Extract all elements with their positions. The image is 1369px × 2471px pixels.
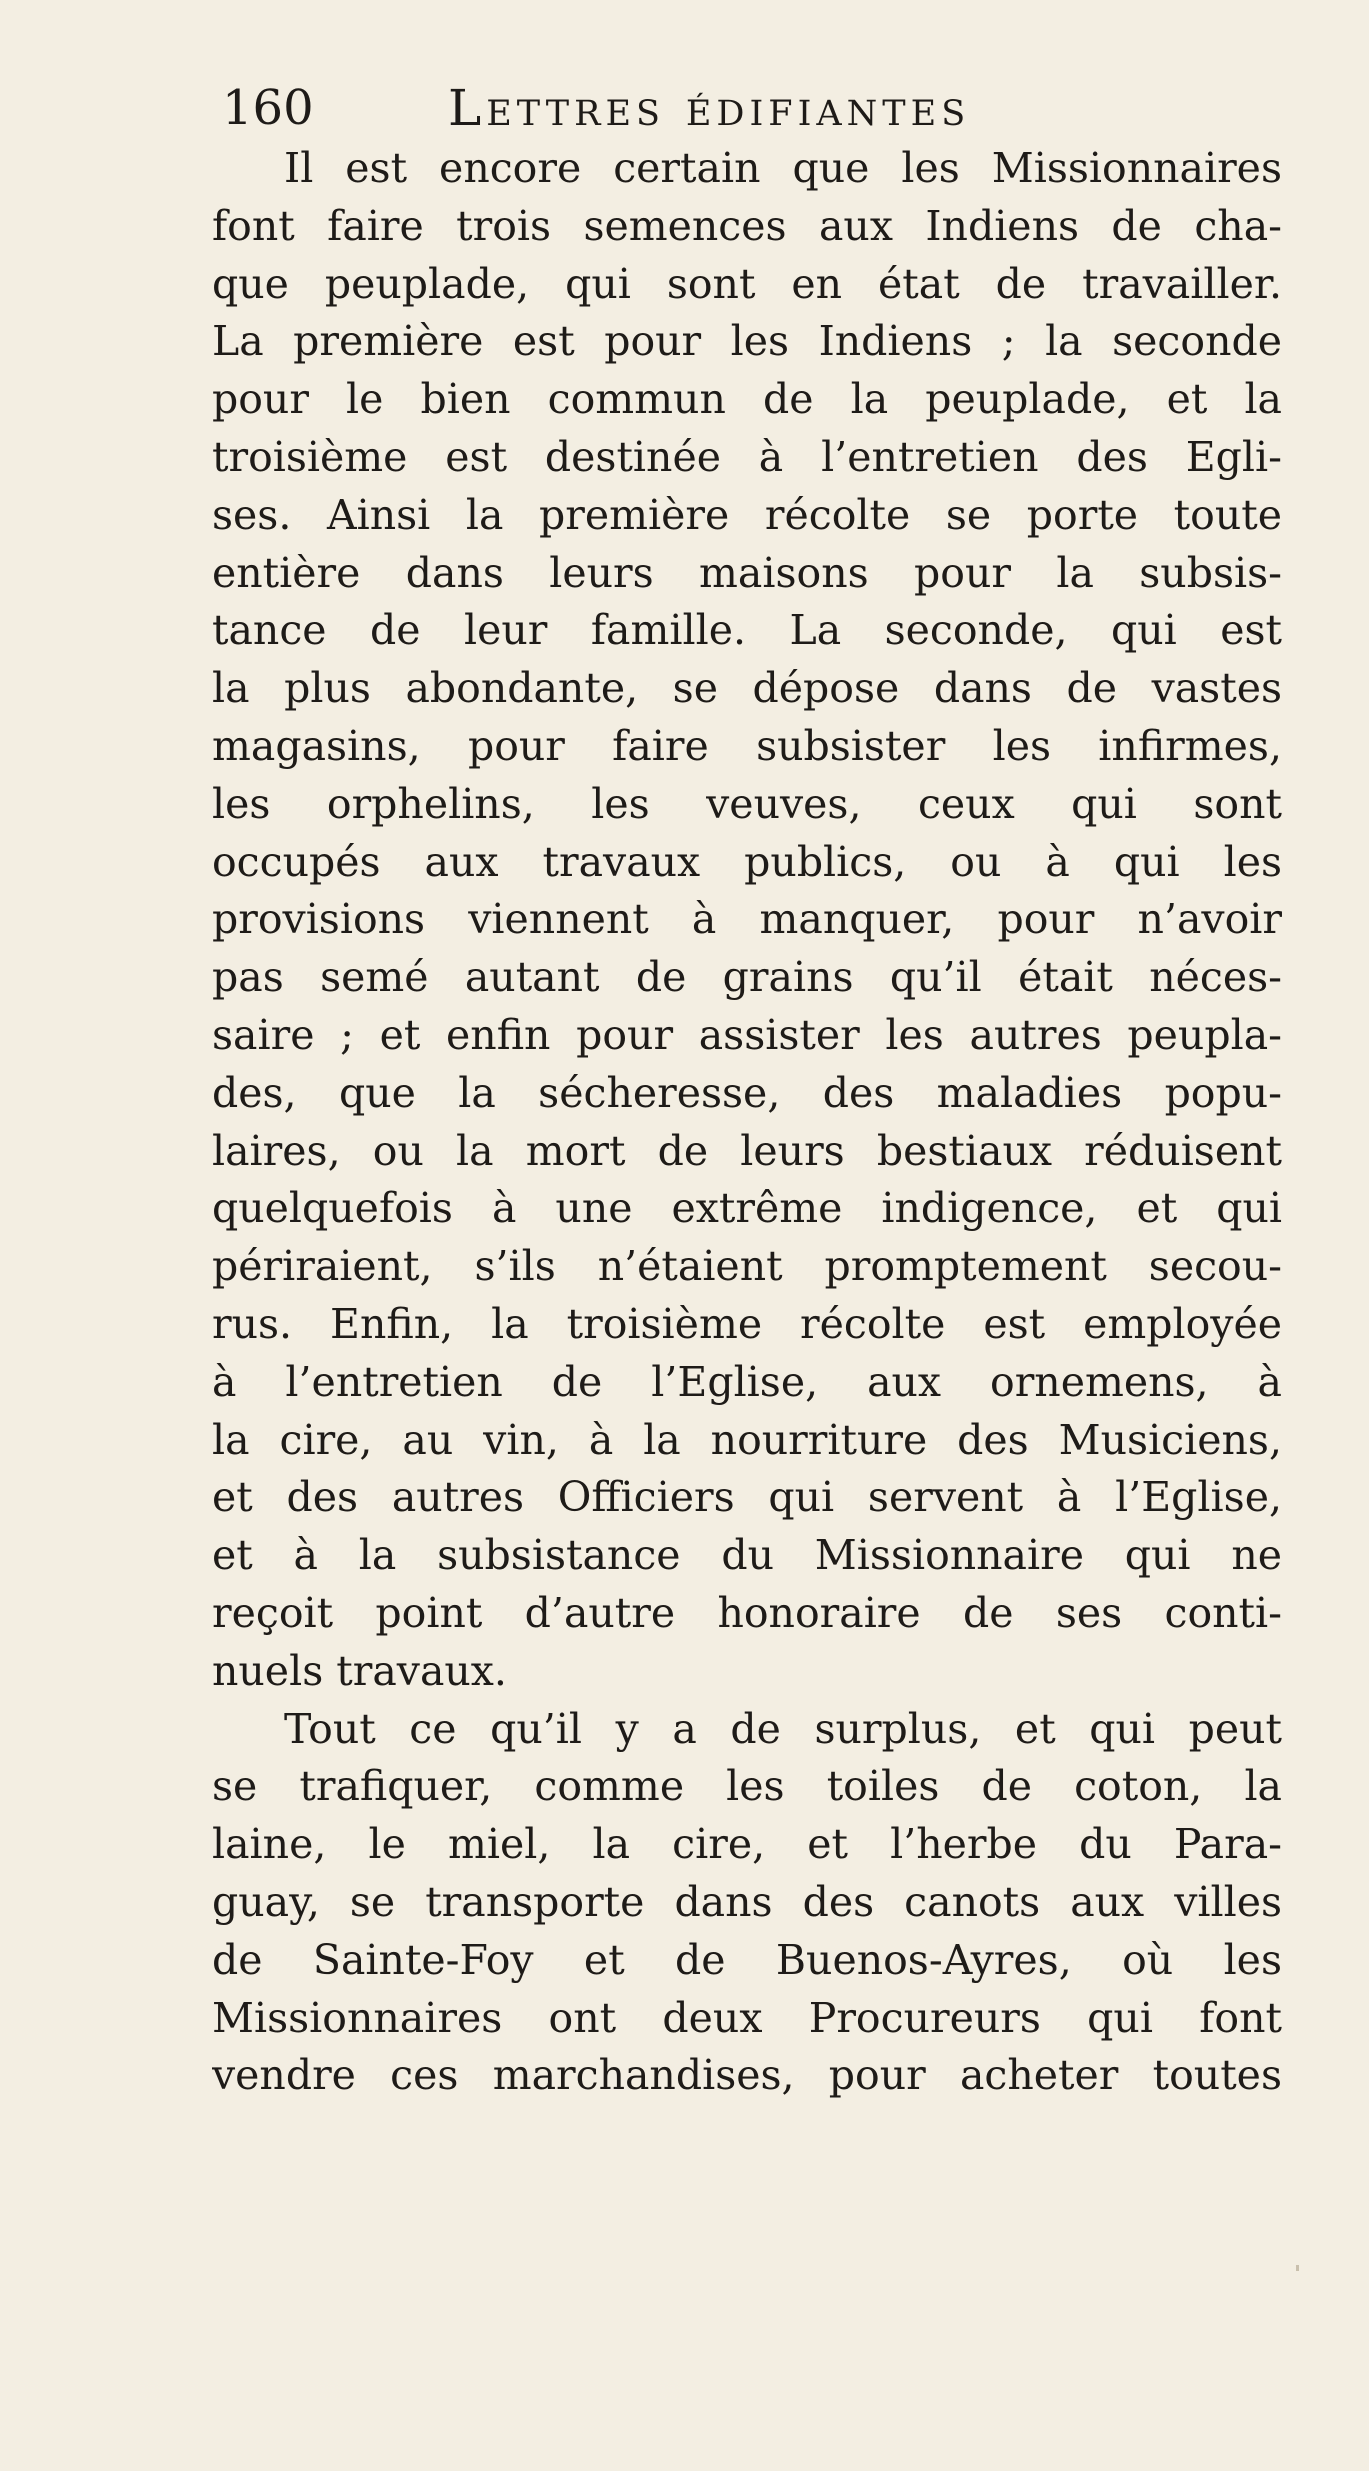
text-line: et des autres Officiers qui servent à l’Eglise, [212,1473,1282,1522]
text-line: à l’entretien de l’Eglise, aux ornemens, à [212,1357,1282,1406]
text-line: font faire trois semences aux Indiens de cha- [212,201,1282,250]
text-line: la cire, au vin, à la nourriture des Musiciens, [212,1415,1282,1464]
paper-speck [1296,2265,1299,2271]
text-line: troisième est destinée à l’entretien des Egli- [212,432,1282,481]
text-line: ses. Ainsi la première récolte se porte toute [212,490,1282,539]
text-line: périraient, s’ils n’étaient promptement secou- [212,1242,1282,1291]
text-line: des, que la sécheresse, des maladies popu- [212,1068,1282,1117]
text-line: Missionnaires ont deux Procureurs qui font [212,1993,1282,2042]
text-line: Tout ce qu’il y a de surplus, et qui peut [284,1704,1282,1753]
text-line: quelquefois à une extrême indigence, et qui [212,1184,1282,1233]
text-line: saire ; et enfin pour assister les autres peupla- [212,1010,1282,1059]
text-line: nuels travaux. [212,1646,507,1695]
text-line: pour le bien commun de la peuplade, et la [212,375,1282,424]
text-line: pas semé autant de grains qu’il était néces- [212,953,1282,1002]
page-number: 160 [222,80,314,136]
text-line: magasins, pour faire subsister les infirmes, [212,721,1282,770]
text-line: se trafiquer, comme les toiles de coton, la [212,1762,1282,1811]
text-line: les orphelins, les veuves, ceux qui sont [212,779,1282,828]
text-line: laine, le miel, la cire, et l’herbe du Para- [212,1820,1282,1869]
text-line: vendre ces marchandises, pour acheter toutes [212,2051,1282,2100]
paragraph-2 [212,1701,1282,2106]
text-line: occupés aux travaux publics, ou à qui les [212,837,1282,886]
running-title: Lettres édifiantes [448,79,971,137]
text-line: de Sainte-Foy et de Buenos-Ayres, où les [212,1935,1282,1984]
text-line: provisions viennent à manquer, pour n’avoir [212,895,1282,944]
text-line: guay, se transporte dans des canots aux villes [212,1877,1282,1926]
page-header [222,78,1272,138]
text-line: Il est encore certain que les Missionnaires [284,144,1282,192]
text-line: reçoit point d’autre honoraire de ses conti- [212,1588,1282,1637]
text-line: et à la subsistance du Missionnaire qui ne [212,1531,1282,1580]
text-line: rus. Enfin, la troisième récolte est employée [212,1299,1282,1348]
text-line: que peuplade, qui sont en état de travailler. [212,259,1282,308]
text-line: La première est pour les Indiens ; la seconde [212,317,1282,366]
paragraph-1 [212,140,1282,1701]
text-line: tance de leur famille. La seconde, qui est [212,606,1282,655]
text-line: entière dans leurs maisons pour la subsis- [212,548,1282,597]
text-line: laires, ou la mort de leurs bestiaux réduisent [212,1126,1282,1175]
body-text [212,140,1282,2105]
text-line: la plus abondante, se dépose dans de vastes [212,664,1282,713]
